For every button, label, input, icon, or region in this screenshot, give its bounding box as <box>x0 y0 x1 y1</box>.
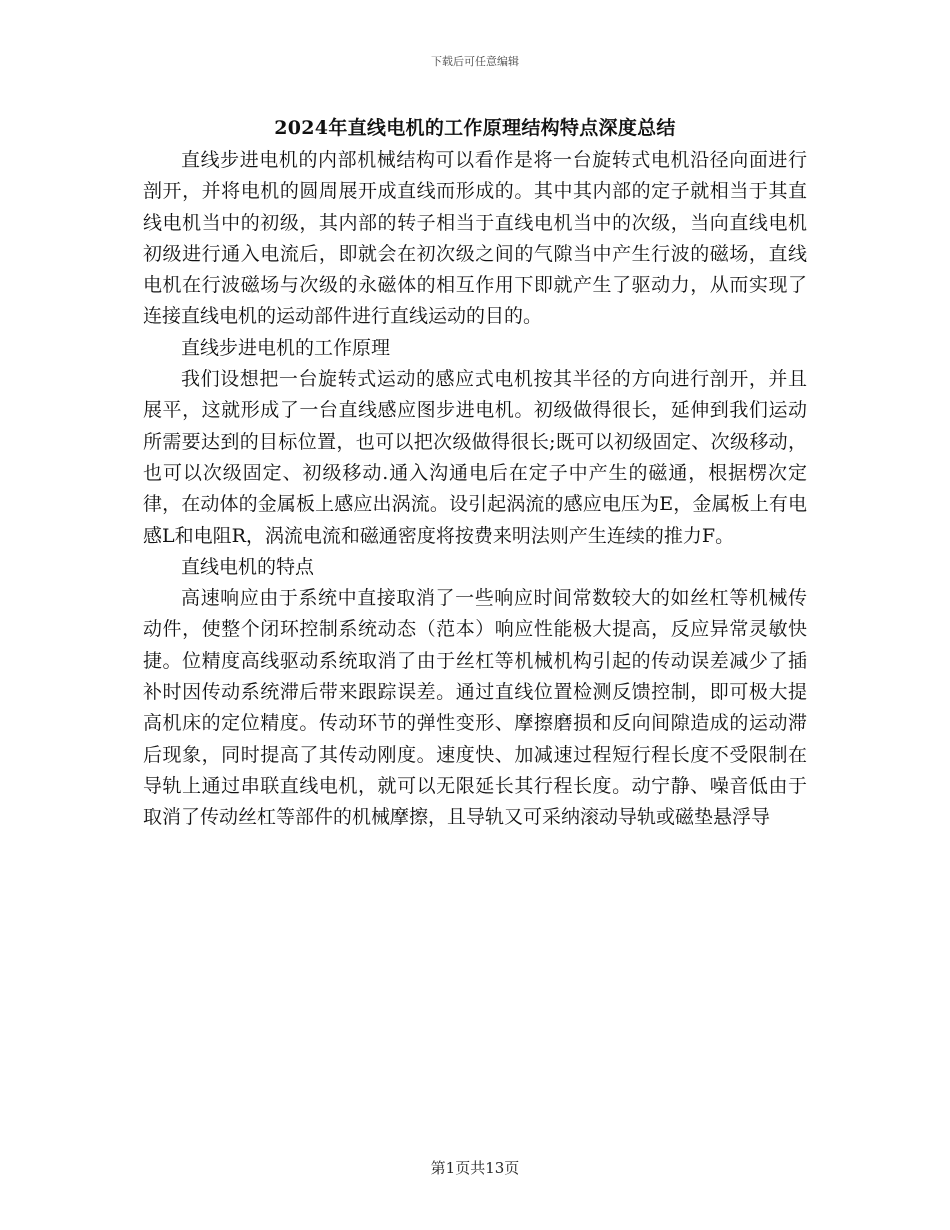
document-body <box>143 112 807 834</box>
paragraph-working-principle: 我们设想把一台旋转式运动的感应式电机按其半径的方向进行剖开，并且展平，这就形成了一台直线感应图步进电机。初级做得很长，延伸到我们运动所需要达到的目标位置，也可以把次级做得很长;既可以初级固定、次级移动，也可以次级固定、初级移动.通入沟通电后在定子中产生的磁通，根据楞次定律，在动体的金属板上感应出涡流。设引起涡流的感应电压为E，金属板上有电感L和电阻R，涡流电流和磁通密度将按费来明法则产生连续的推力F。 <box>143 368 807 547</box>
section-heading-features: 直线电机的特点 <box>181 555 315 578</box>
page-number: 第1页共13页 <box>430 1159 520 1177</box>
page-header-note: 下载后可任意编辑 <box>431 55 519 68</box>
document-title: 2024年直线电机的工作原理结构特点深度总结 <box>274 117 676 139</box>
section-heading-working-principle: 直线步进电机的工作原理 <box>181 336 391 359</box>
paragraph-features: 高速响应由于系统中直接取消了一些响应时间常数较大的如丝杠等机械传动件，使整个闭环控制系统动态（范本）响应性能极大提高，反应异常灵敏快捷。位精度高线驱动系统取消了由于丝杠等机械机构引起的传动误差减少了插补时因传动系统滞后带来跟踪误差。通过直线位置检测反馈控制，即可极大提高机床的定位精度。传动环节的弹性变形、摩擦磨损和反向间隙造成的运动滞后现象，同时提高了其传动刚度。速度快、加减速过程短行程长度不受限制在导轨上通过串联直线电机，就可以无限延长其行程长度。动宁静、噪音低由于取消了传动丝杠等部件的机械摩擦，且导轨又可采纳滚动导轨或磁垫悬浮导 <box>143 587 807 829</box>
paragraph-structure: 直线步进电机的内部机械结构可以看作是将一台旋转式电机沿径向面进行剖开，并将电机的圆周展开成直线而形成的。其中其内部的定子就相当于其直线电机当中的初级，其内部的转子相当于直线电机当中的次级，当向直线电机初级进行通入电流后，即就会在初次级之间的气隙当中产生行波的磁场，直线电机在行波磁场与次级的永磁体的相互作用下即就产生了驱动力，从而实现了连接直线电机的运动部件进行直线运动的目的。 <box>143 149 807 328</box>
